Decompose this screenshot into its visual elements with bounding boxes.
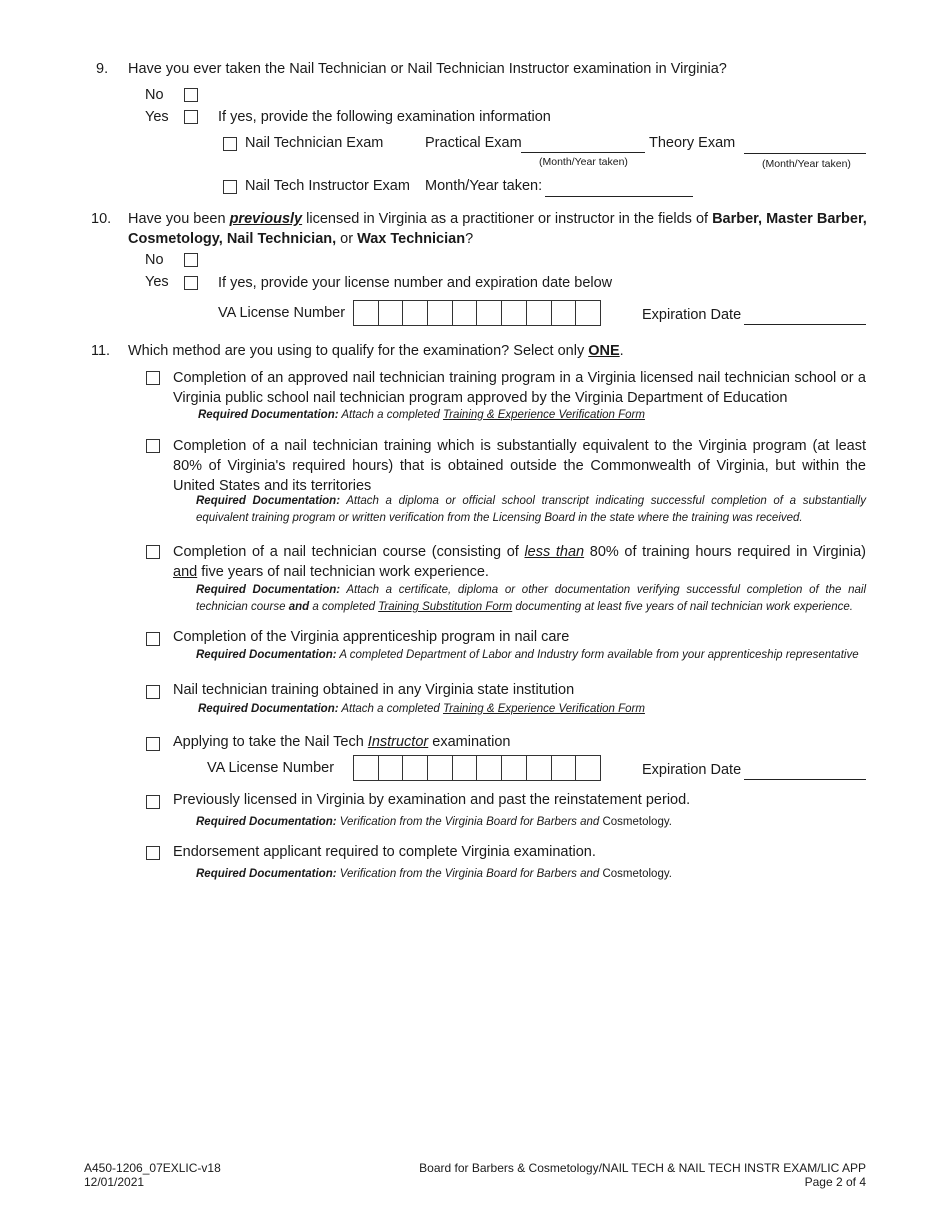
q10-expiration-field[interactable]: [744, 324, 866, 325]
q11-option4-text: Completion of the Virginia apprenticeship program in nail care: [173, 629, 570, 645]
q9-instructor-month-year-field[interactable]: [545, 196, 693, 197]
q9-number: 9.: [96, 61, 109, 77]
q11-option8-required: Required Documentation: Verification from the Virginia Board for Barbers and Cosmetology.: [196, 868, 672, 880]
q11-option5-required: Required Documentation: Attach a completed Training & Experience Verification Form: [198, 703, 645, 715]
footer-page-number: Page 2 of 4: [804, 1175, 866, 1189]
q11-option1-text: Completion of an approved nail technician training program in a Virginia licensed nail technician school or a Virginia public school nail technician program approved by the Virginia Department of Education: [173, 370, 866, 406]
q11-option6-expiration-label: Expiration Date: [642, 762, 742, 778]
q10-expiration-label: Expiration Date: [642, 307, 742, 323]
q11-option8-text: Endorsement applicant required to complete Virginia examination.: [173, 844, 596, 860]
footer-date: 12/01/2021: [84, 1175, 145, 1189]
q10-yes-checkbox[interactable]: [184, 276, 198, 290]
q11-question: Which method are you using to qualify for the examination? Select only ONE.: [128, 343, 624, 359]
q11-option2-required: Required Documentation: Attach a diploma or official school transcript indicating successful completion of a substantially equivalent training program or written verification from the Licensing Board in the state where the training was received.: [196, 495, 866, 524]
footer-board: Board for Barbers & Cosmetology/NAIL TECH & NAIL TECH INSTR EXAM/LIC APP: [419, 1161, 866, 1175]
q11-option3-text: Completion of a nail technician course (consisting of less than 80% of training hours required in Virginia) and five years of nail technician work experience.: [173, 544, 866, 580]
q10-yes-label: Yes: [145, 274, 169, 290]
q11-option6-checkbox[interactable]: [146, 737, 160, 751]
q10-number: 10.: [91, 211, 112, 227]
q9-instructor-exam-label: Nail Tech Instructor Exam: [245, 178, 410, 194]
q11-number: 11.: [91, 343, 111, 359]
q10-license-number-boxes[interactable]: [353, 300, 601, 326]
q9-nail-tech-exam-label: Nail Technician Exam: [245, 135, 384, 151]
q9-practical-exam-label: Practical Exam: [425, 135, 522, 151]
q11-option6-text: Applying to take the Nail Tech Instructor examination: [173, 734, 511, 750]
q11-option7-checkbox[interactable]: [146, 795, 160, 809]
q11-option2-text: Completion of a nail technician training which is substantially equivalent to the Virginia program (at least 80% of Virginia's required hours) that is obtained outside the Commonwealth of Virginia, but within the United States and its territories: [173, 438, 866, 494]
q9-practical-exam-field[interactable]: [521, 152, 645, 153]
q9-yes-checkbox[interactable]: [184, 110, 198, 124]
q11-option8-checkbox[interactable]: [146, 846, 160, 860]
q9-if-yes-text: If yes, provide the following examination information: [218, 109, 551, 125]
q11-option7-text: Previously licensed in Virginia by examination and past the reinstatement period.: [173, 792, 691, 808]
q11-option2-checkbox[interactable]: [146, 439, 160, 453]
q11-option4-required: Required Documentation: A completed Department of Labor and Industry form available from your apprenticeship representative: [196, 649, 859, 661]
q9-no-checkbox[interactable]: [184, 88, 198, 102]
q11-option7-required: Required Documentation: Verification from the Virginia Board for Barbers and Cosmetology.: [196, 816, 672, 828]
q11-option1-checkbox[interactable]: [146, 371, 160, 385]
q9-practical-month-note: (Month/Year taken): [539, 156, 628, 168]
q9-theory-month-note: (Month/Year taken): [762, 158, 851, 170]
q9-instructor-exam-checkbox[interactable]: [223, 180, 237, 194]
q11-option6-license-label: VA License Number: [207, 760, 335, 776]
q10-no-checkbox[interactable]: [184, 253, 198, 267]
q11-option4-checkbox[interactable]: [146, 632, 160, 646]
q9-question: Have you ever taken the Nail Technician or Nail Technician Instructor examination in Virginia?: [128, 61, 727, 77]
q11-option5-text: Nail technician training obtained in any Virginia state institution: [173, 682, 575, 698]
q11-option3-required: Required Documentation: Attach a certificate, diploma or other documentation verifying successful completion of the nail technician course and a completed Training Substitution Form documenting at least five years of nail technician work experience.: [196, 584, 867, 613]
q10-license-label: VA License Number: [218, 305, 346, 321]
q9-theory-exam-field[interactable]: [744, 153, 866, 154]
q9-month-year-taken-label: Month/Year taken:: [425, 178, 543, 194]
q11-option3-checkbox[interactable]: [146, 545, 160, 559]
footer-form-id: A450-1206_07EXLIC-v18: [84, 1161, 221, 1175]
q10-no-label: No: [145, 252, 164, 268]
q9-yes-label: Yes: [145, 109, 169, 125]
q11-option1-required: Required Documentation: Attach a completed Training & Experience Verification Form: [198, 409, 645, 421]
q11-option6-license-number-boxes[interactable]: [353, 755, 601, 781]
q11-option5-checkbox[interactable]: [146, 685, 160, 699]
q9-nail-tech-exam-checkbox[interactable]: [223, 137, 237, 151]
q10-question-line2: Cosmetology, Nail Technician, or Wax Technician?: [128, 231, 474, 247]
q11-option6-expiration-field[interactable]: [744, 779, 866, 780]
q9-no-label: No: [145, 87, 164, 103]
q9-theory-exam-label: Theory Exam: [649, 135, 736, 151]
q10-if-yes-text: If yes, provide your license number and expiration date below: [218, 275, 613, 291]
q10-question-line1: Have you been previously licensed in Virginia as a practitioner or instructor in the fields of Barber, Master Barber,: [128, 211, 867, 227]
